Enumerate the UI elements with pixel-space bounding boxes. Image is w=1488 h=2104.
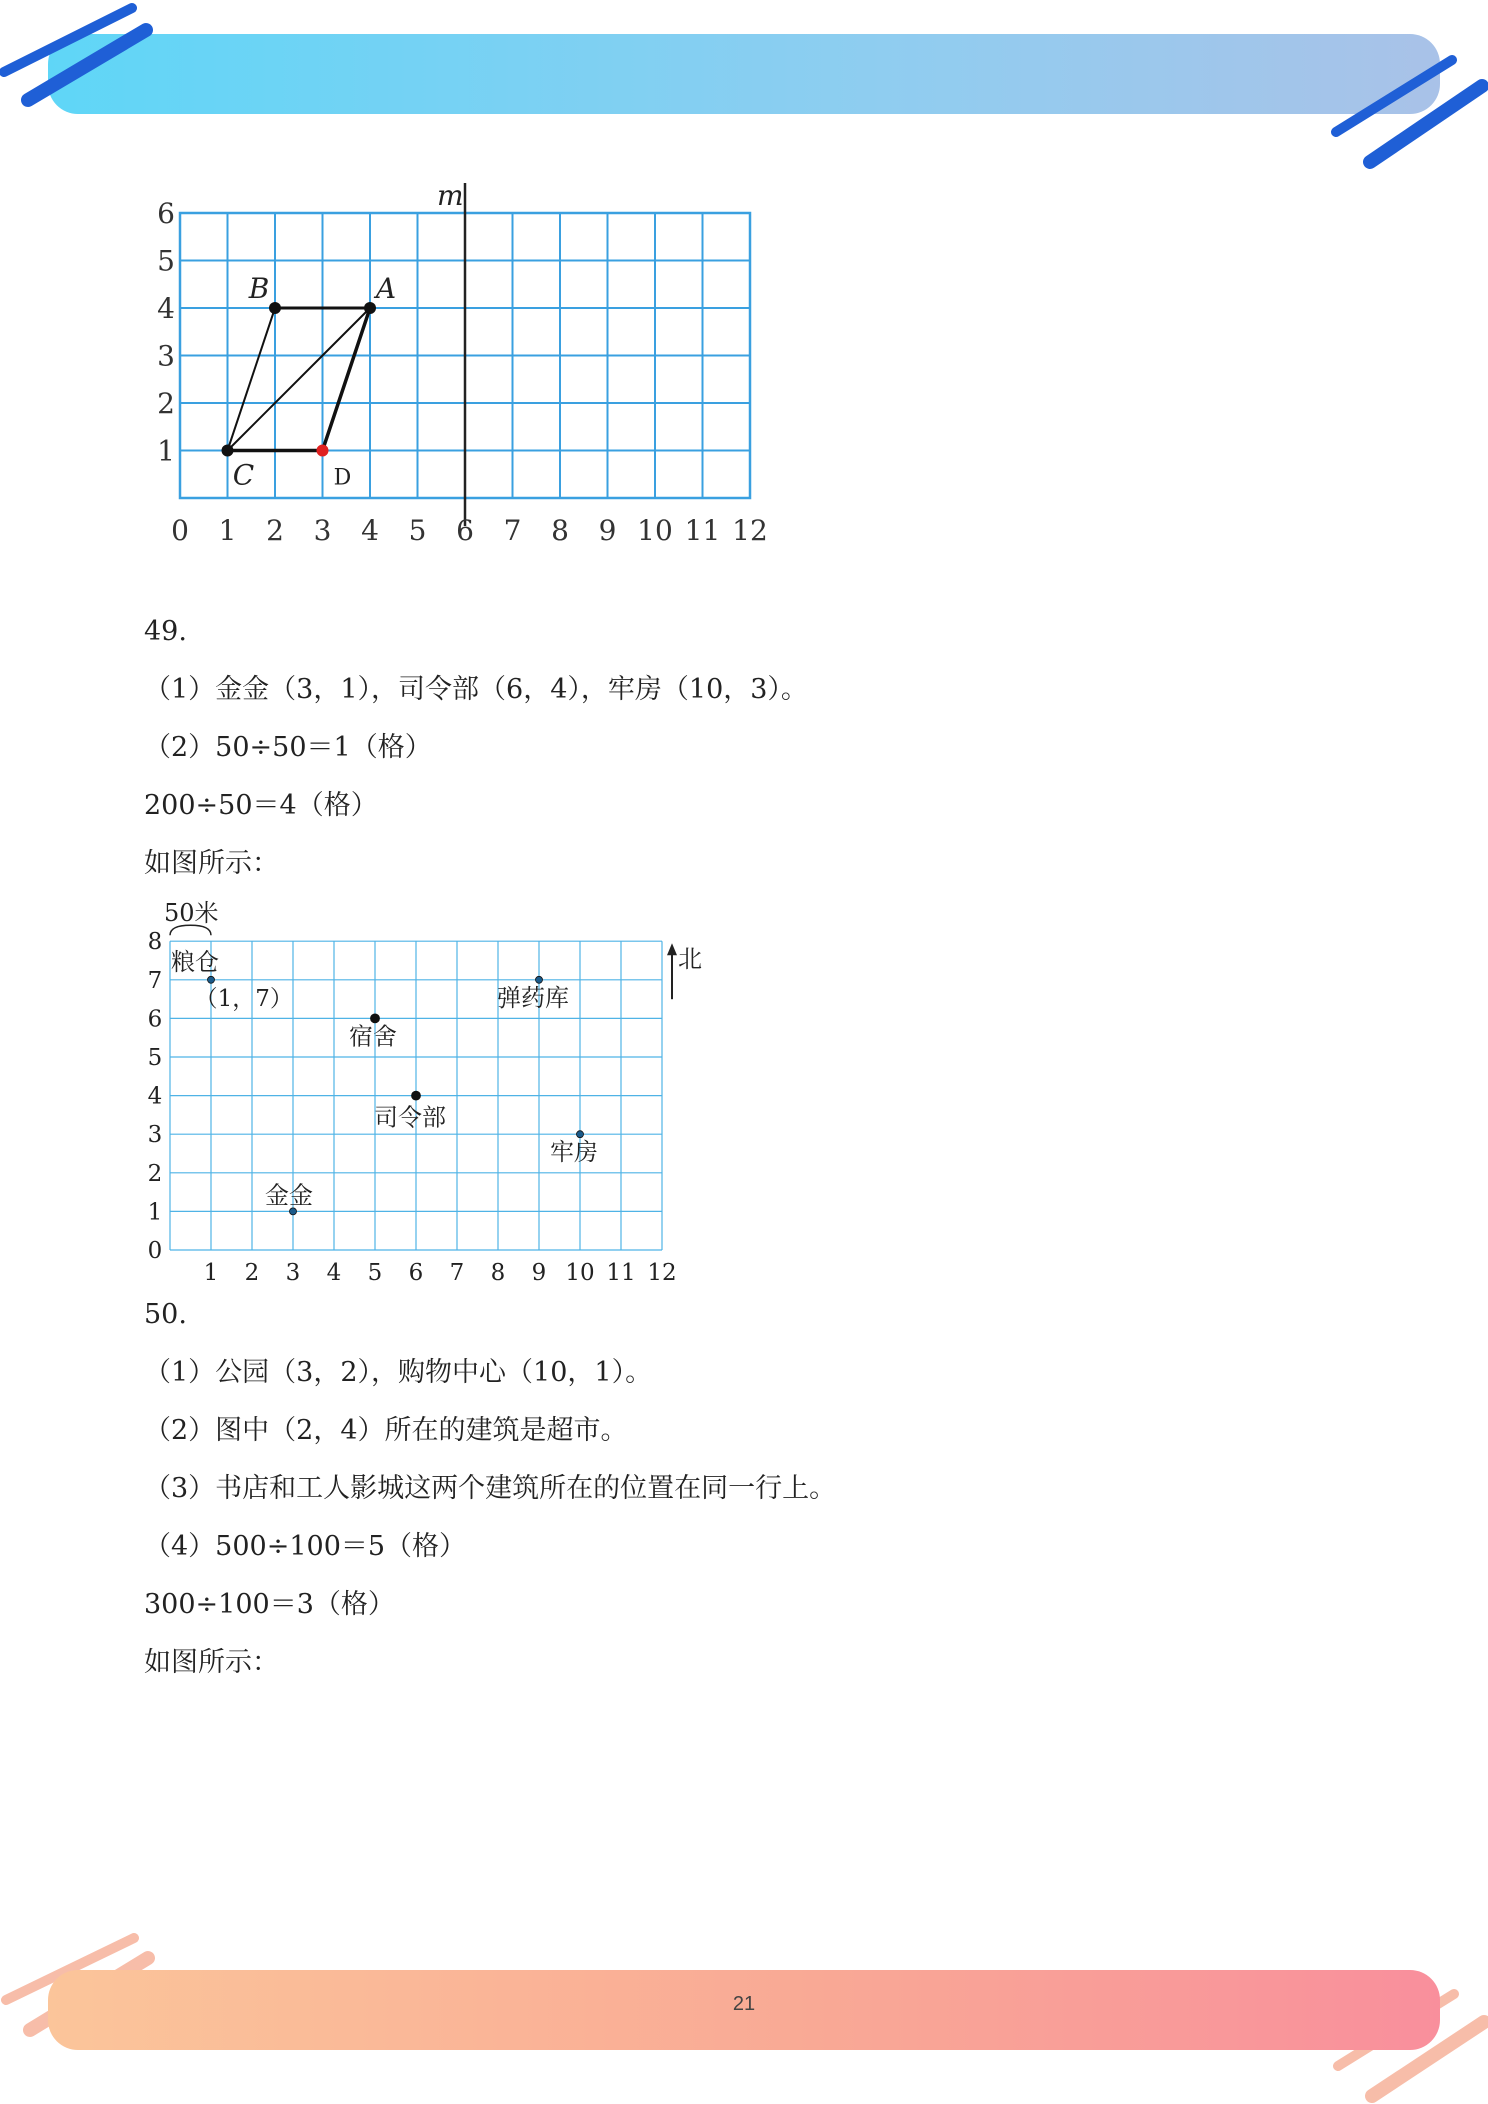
q49-line-4: 如图所示： — [144, 848, 279, 879]
x-tick-label: 5 — [367, 1260, 383, 1286]
y-tick-label: 4 — [147, 1083, 163, 1110]
y-tick-label: 5 — [157, 244, 175, 278]
x-tick-label: 2 — [266, 514, 284, 547]
place-label: 宿舍 — [349, 1022, 397, 1051]
scale-label: 50米 — [164, 899, 219, 928]
point-D — [317, 445, 329, 457]
x-tick-label: 3 — [313, 514, 332, 547]
q50-line-3: （3）书店和工人影城这两个建筑所在的位置在同一行上。 — [144, 1473, 837, 1504]
y-tick-label: 8 — [147, 929, 163, 956]
x-tick-label: 12 — [647, 1260, 677, 1286]
x-tick-label: 10 — [637, 514, 673, 547]
page-number: 21 — [732, 1993, 756, 2015]
y-tick-label: 3 — [157, 339, 175, 373]
point-label-A: A — [375, 272, 397, 305]
x-tick-label: 9 — [598, 514, 617, 547]
x-tick-label: 12 — [732, 514, 768, 547]
figure-2-map-grid — [140, 895, 740, 1295]
line-m-label: m — [437, 179, 464, 212]
place-marker — [536, 976, 543, 983]
x-tick-label: 4 — [361, 514, 379, 547]
segment-BC — [228, 308, 276, 451]
north-arrow-icon — [667, 943, 677, 955]
x-tick-label: 2 — [244, 1260, 260, 1286]
q49-line-1: （1）金金（3，1），司令部（6，4），牢房（10，3）。 — [144, 674, 808, 705]
q50-line-2: （2）图中（2，4）所在的建筑是超市。 — [144, 1415, 628, 1446]
segment-DA — [323, 308, 371, 451]
y-tick-label: 0 — [147, 1238, 163, 1264]
point-B — [269, 302, 281, 314]
x-tick-label: 11 — [606, 1260, 636, 1286]
y-tick-label: 1 — [147, 1199, 163, 1226]
place-label: 弹药库 — [497, 983, 569, 1012]
x-tick-label: 0 — [171, 514, 189, 547]
x-tick-label: 5 — [408, 514, 427, 547]
segment-CA — [228, 308, 371, 451]
x-tick-label: 7 — [449, 1260, 465, 1286]
q50-line-6: 如图所示： — [144, 1647, 279, 1678]
x-tick-label: 7 — [503, 514, 522, 547]
x-tick-label: 10 — [565, 1260, 595, 1286]
x-tick-label: 8 — [551, 514, 569, 547]
x-tick-label: 3 — [285, 1260, 301, 1286]
q50-line-4: （4）500÷100＝5（格） — [144, 1531, 467, 1562]
q49-number: 49. — [144, 616, 187, 647]
place-label: 金金 — [265, 1181, 313, 1210]
point-A — [364, 302, 376, 314]
point-label-C: C — [232, 458, 255, 492]
x-tick-label: 4 — [326, 1260, 342, 1286]
point-C — [222, 445, 234, 457]
q49-line-2: （2）50÷50＝1（格） — [144, 732, 432, 763]
y-tick-label: 1 — [157, 434, 175, 468]
x-tick-label: 11 — [684, 514, 721, 547]
place-label: 牢房 — [550, 1138, 598, 1167]
y-tick-label: 4 — [157, 292, 175, 325]
y-tick-label: 6 — [147, 1006, 163, 1033]
coord-note: （1，7） — [194, 985, 293, 1012]
y-tick-label: 5 — [147, 1045, 163, 1071]
point-label-B: B — [248, 272, 270, 305]
place-label: 粮仓 — [171, 947, 219, 976]
q49-line-3: 200÷50＝4（格） — [144, 790, 378, 821]
q50-line-5: 300÷100＝3（格） — [144, 1589, 395, 1620]
place-marker — [577, 1131, 584, 1138]
q50-number: 50. — [144, 1299, 187, 1330]
y-tick-label: 7 — [147, 967, 163, 994]
x-tick-label: 1 — [218, 514, 237, 547]
place-marker — [412, 1091, 421, 1100]
y-tick-label: 2 — [157, 387, 175, 420]
q50-line-1: （1）公园（3，2），购物中心（10，1）。 — [144, 1357, 653, 1388]
x-tick-label: 6 — [408, 1260, 424, 1286]
place-marker — [208, 976, 215, 983]
point-label-D: D — [333, 465, 352, 491]
x-tick-label: 1 — [203, 1260, 219, 1286]
y-tick-label: 6 — [157, 197, 175, 230]
figure-1-coordinate-grid — [140, 179, 780, 600]
x-tick-label: 9 — [531, 1260, 547, 1286]
place-label: 司令部 — [374, 1103, 446, 1132]
north-label: 北 — [678, 945, 702, 974]
x-tick-label: 8 — [490, 1260, 506, 1286]
y-tick-label: 3 — [147, 1122, 163, 1149]
y-tick-label: 2 — [147, 1160, 163, 1187]
x-tick-label: 6 — [456, 514, 474, 547]
